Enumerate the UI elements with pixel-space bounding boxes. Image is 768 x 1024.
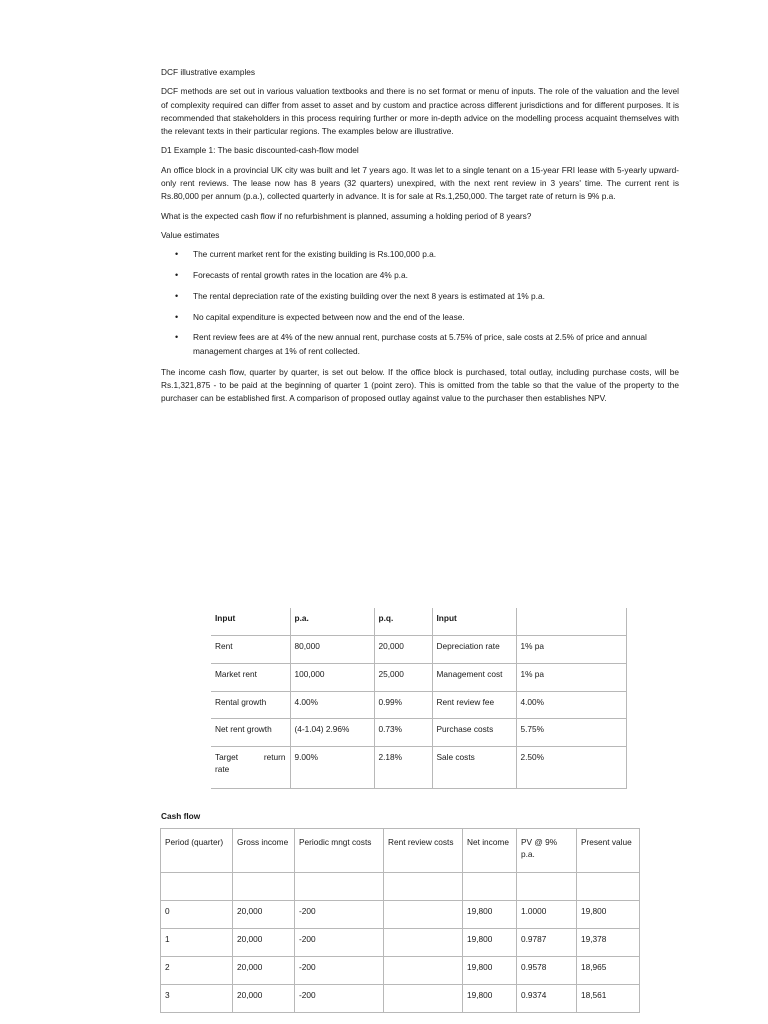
table-cell: 2.18% (374, 746, 432, 788)
table-cell (384, 957, 463, 985)
table-cell: 2.50% (516, 746, 627, 788)
example-paragraph: An office block in a provincial UK city was built and let 7 years ago. It was let to a single tenant on a 15-year FRI lease with 5-yearly upward-only rent reviews. The lease now has 8 years (32 quarters) unexpired, with the next rent review in 3 years' time. The current rent is Rs.80,000 per annum (p.a.), collected quarterly in advance. It is for sale at Rs.1,250,000. The target rate of return is 9% p.a. (161, 164, 679, 202)
table-header-cell: p.q. (374, 608, 432, 636)
table-row (211, 719, 627, 747)
table-cell: 19,800 (463, 957, 517, 985)
table-cell: Rental growth (211, 691, 290, 719)
table-header-cell (516, 608, 627, 636)
table-header-cell: PV @ 9% p.a. (517, 829, 577, 873)
table-header-row (161, 829, 640, 873)
table-cell: 0.9787 (517, 929, 577, 957)
table-row-empty (161, 873, 640, 901)
table-cell: 19,378 (577, 929, 640, 957)
table-cell (295, 873, 384, 901)
table-cell: 0 (161, 901, 233, 929)
table-header-cell: p.a. (290, 608, 374, 636)
table-cell: 3 (161, 985, 233, 1013)
target-label: Target (215, 751, 239, 762)
table-cell (384, 929, 463, 957)
table-row (161, 957, 640, 985)
table-header-cell: Gross income (233, 829, 295, 873)
table-cell: 20,000 (233, 901, 295, 929)
table-row (211, 746, 627, 788)
table-cell: 100,000 (290, 663, 374, 691)
table-cell: Purchase costs (432, 719, 516, 747)
table-cell: (4-1.04) 2.96% (290, 719, 374, 747)
table-cell: Management cost (432, 663, 516, 691)
table-header-cell: Rent review costs (384, 829, 463, 873)
table-cell: 1 (161, 929, 233, 957)
rate-label: rate (215, 763, 230, 774)
table-cell: 19,800 (463, 901, 517, 929)
table-cell: -200 (295, 901, 384, 929)
table-cell (517, 873, 577, 901)
example-heading: D1 Example 1: The basic discounted-cash-flow model (161, 145, 359, 156)
table-cell: 0.9374 (517, 985, 577, 1013)
table-cell (384, 901, 463, 929)
table-row (161, 901, 640, 929)
table-cell: -200 (295, 929, 384, 957)
table-cell (233, 873, 295, 901)
table-cell: 25,000 (374, 663, 432, 691)
table-cell: 2 (161, 957, 233, 985)
table-cell: 80,000 (290, 636, 374, 664)
table-cell: 9.00% (290, 746, 374, 788)
table-cell: 1.0000 (517, 901, 577, 929)
table-cell: 19,800 (463, 929, 517, 957)
table-cell (384, 873, 463, 901)
table-row (211, 663, 627, 691)
list-item: • Forecasts of rental growth rates in the location are 4% p.a. (161, 269, 679, 282)
table-cell: -200 (295, 957, 384, 985)
list-item: • No capital expenditure is expected between now and the end of the lease. (161, 311, 679, 324)
table-cell: 0.99% (374, 691, 432, 719)
table-header-cell: Input (211, 608, 290, 636)
table-cell: Depreciation rate (432, 636, 516, 664)
table-header-cell: Periodic mngt costs (295, 829, 384, 873)
table-header-cell: Input (432, 608, 516, 636)
table-cell: Market rent (211, 663, 290, 691)
question-paragraph: What is the expected cash flow if no refurbishment is planned, assuming a holding period of 8 years? (161, 210, 532, 221)
document-title: DCF illustrative examples (161, 67, 256, 77)
table-cell: 19,800 (577, 901, 640, 929)
table-cell: 20,000 (374, 636, 432, 664)
table-cell: 5.75% (516, 719, 627, 747)
table-row (211, 636, 627, 664)
table-cell: Rent review fee (432, 691, 516, 719)
cash-flow-title: Cash flow (161, 811, 201, 821)
table-cell: 1% pa (516, 636, 627, 664)
table-row (161, 985, 640, 1013)
table-header-cell: Present value (577, 829, 640, 873)
input-table (211, 608, 627, 789)
table-cell: Net rent growth (211, 719, 290, 747)
table-cell: 20,000 (233, 929, 295, 957)
cash-flow-table (160, 828, 640, 1013)
table-cell (161, 873, 233, 901)
return-label: return (263, 751, 286, 762)
value-estimates-list (161, 248, 679, 358)
table-header-cell: Net income (463, 829, 517, 873)
table-cell: 18,561 (577, 985, 640, 1013)
table-cell: 19,800 (463, 985, 517, 1013)
table-cell (577, 873, 640, 901)
document-body (161, 66, 679, 411)
table-cell: 0.9578 (517, 957, 577, 985)
table-cell: -200 (295, 985, 384, 1013)
table-cell (384, 985, 463, 1013)
table-cell: 0.73% (374, 719, 432, 747)
table-cell: 4.00% (516, 691, 627, 719)
table-cell: Rent (211, 636, 290, 664)
table-header-cell: Period (quarter) (161, 829, 233, 873)
table-cell (211, 746, 290, 788)
value-estimates-heading: Value estimates (161, 229, 220, 240)
table-row (161, 929, 640, 957)
table-cell: 4.00% (290, 691, 374, 719)
table-cell: 18,965 (577, 957, 640, 985)
list-item: • The rental depreciation rate of the existing building over the next 8 years is estimated at 1% p.a. (161, 290, 679, 303)
table-header-row (211, 608, 627, 636)
table-cell: 1% pa (516, 663, 627, 691)
income-paragraph: The income cash flow, quarter by quarter, is set out below. If the office block is purchased, total outlay, including purchase costs, will be Rs.1,321,875 - to be paid at the beginning of quarter 1 (point zero). This is omitted from the table so that the value of the property to the purchaser can be established first. A comparison of proposed outlay against value to the purchaser then establishes NPV. (161, 366, 679, 404)
table-cell: 20,000 (233, 957, 295, 985)
table-cell: Sale costs (432, 746, 516, 788)
list-item: • The current market rent for the existing building is Rs.100,000 p.a. (161, 248, 679, 261)
list-item: • Rent review fees are at 4% of the new annual rent, purchase costs at 5.75% of price, sale costs at 2.5% of price and annual management charges at 1% of rent collected. (161, 331, 679, 358)
table-cell: 20,000 (233, 985, 295, 1013)
table-row (211, 691, 627, 719)
table-cell (463, 873, 517, 901)
intro-paragraph: DCF methods are set out in various valuation textbooks and there is no set format or menu of inputs. The role of the valuation and the level of complexity required can differ from asset to asset and by custom and practice across different jurisdictions and for different purposes. It is recommended that stakeholders in this process requiring further or more in-depth advice on the modelling process acquaint themselves with the relevant texts in their particular regions. The examples below are illustrative. (161, 86, 679, 137)
